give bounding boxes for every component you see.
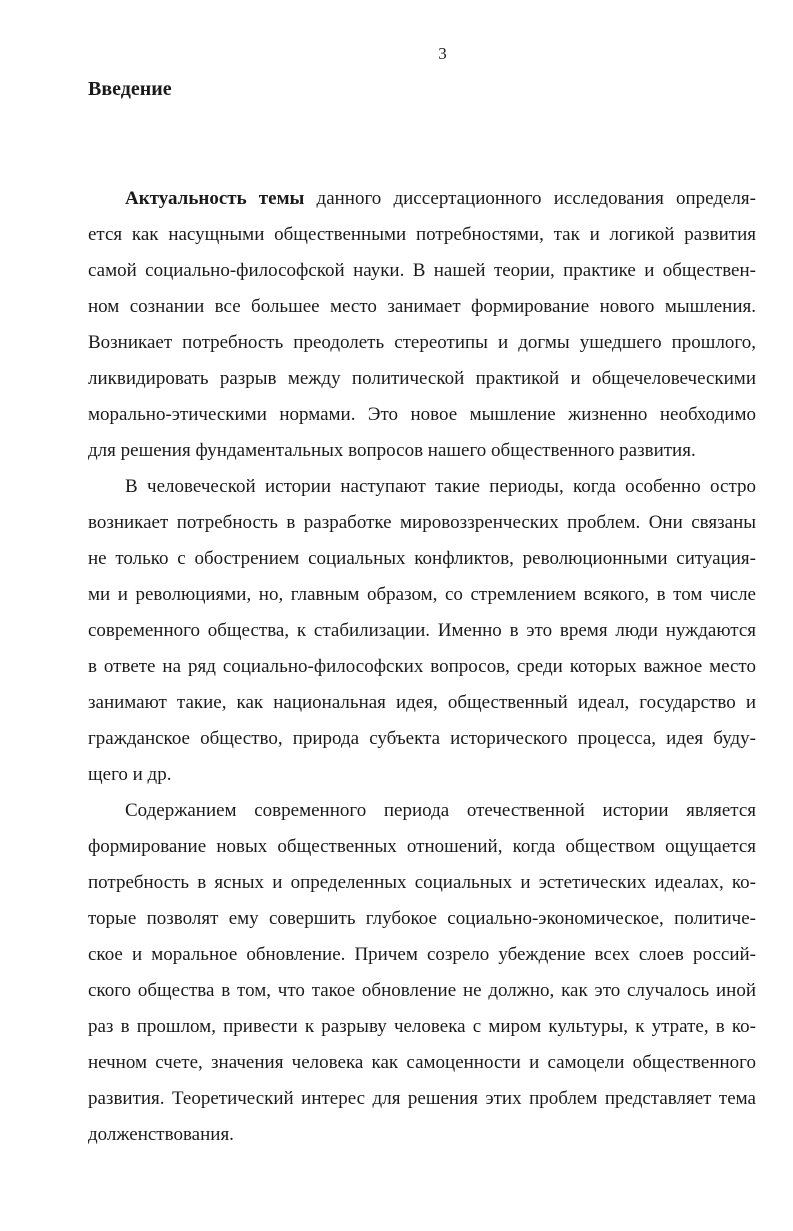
paragraph-1-line-3: самой социально-философской науки. В нашей теории, практике и обществен-: [88, 260, 756, 281]
paragraph-2-line-3: не только с обострением социальных конфликтов, революционными ситуация-: [88, 548, 756, 569]
paragraph-2-line-6: в ответе на ряд социально-философских вопросов, среди которых важное место: [88, 656, 756, 677]
paragraph-2-line-5: современного общества, к стабилизации. Именно в это время люди нуждаются: [88, 620, 756, 641]
paragraph-3-line-8: нечном счете, значения человека как самоценности и самоцели общественного: [88, 1052, 756, 1073]
paragraph-1-line-2: ется как насущными общественными потребностями, так и логикой развития: [88, 224, 756, 245]
paragraph-3-line-4: торые позволят ему совершить глубокое социально-экономическое, политиче-: [88, 908, 756, 929]
paragraph-1-line-8: для решения фундаментальных вопросов нашего общественного развития.: [88, 440, 696, 461]
paragraph-1-line-5: Возникает потребность преодолеть стереотипы и догмы ушедшего прошлого,: [88, 332, 756, 353]
paragraph-3-line-3: потребность в ясных и определенных социальных и эстетических идеалах, ко-: [88, 872, 756, 893]
paragraph-3-line-2: формирование новых общественных отношений, когда обществом ощущается: [88, 836, 756, 857]
paragraph-3-line-5: ское и моральное обновление. Причем созрело убеждение всех слоев россий-: [88, 944, 756, 965]
paragraph-1-line-7: морально-этическими нормами. Это новое мышление жизненно необходимо: [88, 404, 756, 425]
paragraph-2-line-7: занимают такие, как национальная идея, общественный идеал, государство и: [88, 692, 756, 713]
paragraph-3-line-6: ского общества в том, что такое обновление не должно, как это случалось иной: [88, 980, 756, 1001]
paragraph-3-line-1: Содержанием современного периода отечественной истории является: [125, 800, 756, 821]
paragraph-3-line-7: раз в прошлом, привести к разрыву человека с миром культуры, к утрате, в ко-: [88, 1016, 756, 1037]
paragraph-1-line-4: ном сознании все большее место занимает формирование нового мышления.: [88, 296, 756, 317]
paragraph-1-line-1: [125, 187, 756, 211]
section-heading: Введение: [88, 78, 172, 100]
paragraph-2-line-1: В человеческой истории наступают такие периоды, когда особенно остро: [125, 476, 756, 497]
paragraph-1-line-6: ликвидировать разрыв между политической практикой и общечеловеческими: [88, 368, 756, 389]
paragraph-2-line-4: ми и революциями, но, главным образом, со стремлением всякого, в том числе: [88, 584, 756, 605]
paragraph-2-line-8: гражданское общество, природа субъекта исторического процесса, идея буду-: [88, 728, 756, 749]
paragraph-3-line-9: развития. Теоретический интерес для решения этих проблем представляет тема: [88, 1088, 756, 1109]
paragraph-3-line-10: долженствования.: [88, 1124, 234, 1145]
paragraph-2-line-2: возникает потребность в разработке мировоззренческих проблем. Они связаны: [88, 512, 756, 533]
paragraph-1-line-1-text: данного диссертационного исследования определя-: [304, 188, 756, 209]
topic-relevance-label: Актуальность темы: [125, 188, 305, 209]
page-number: 3: [438, 44, 447, 63]
paragraph-2-line-9: щего и др.: [88, 764, 172, 785]
